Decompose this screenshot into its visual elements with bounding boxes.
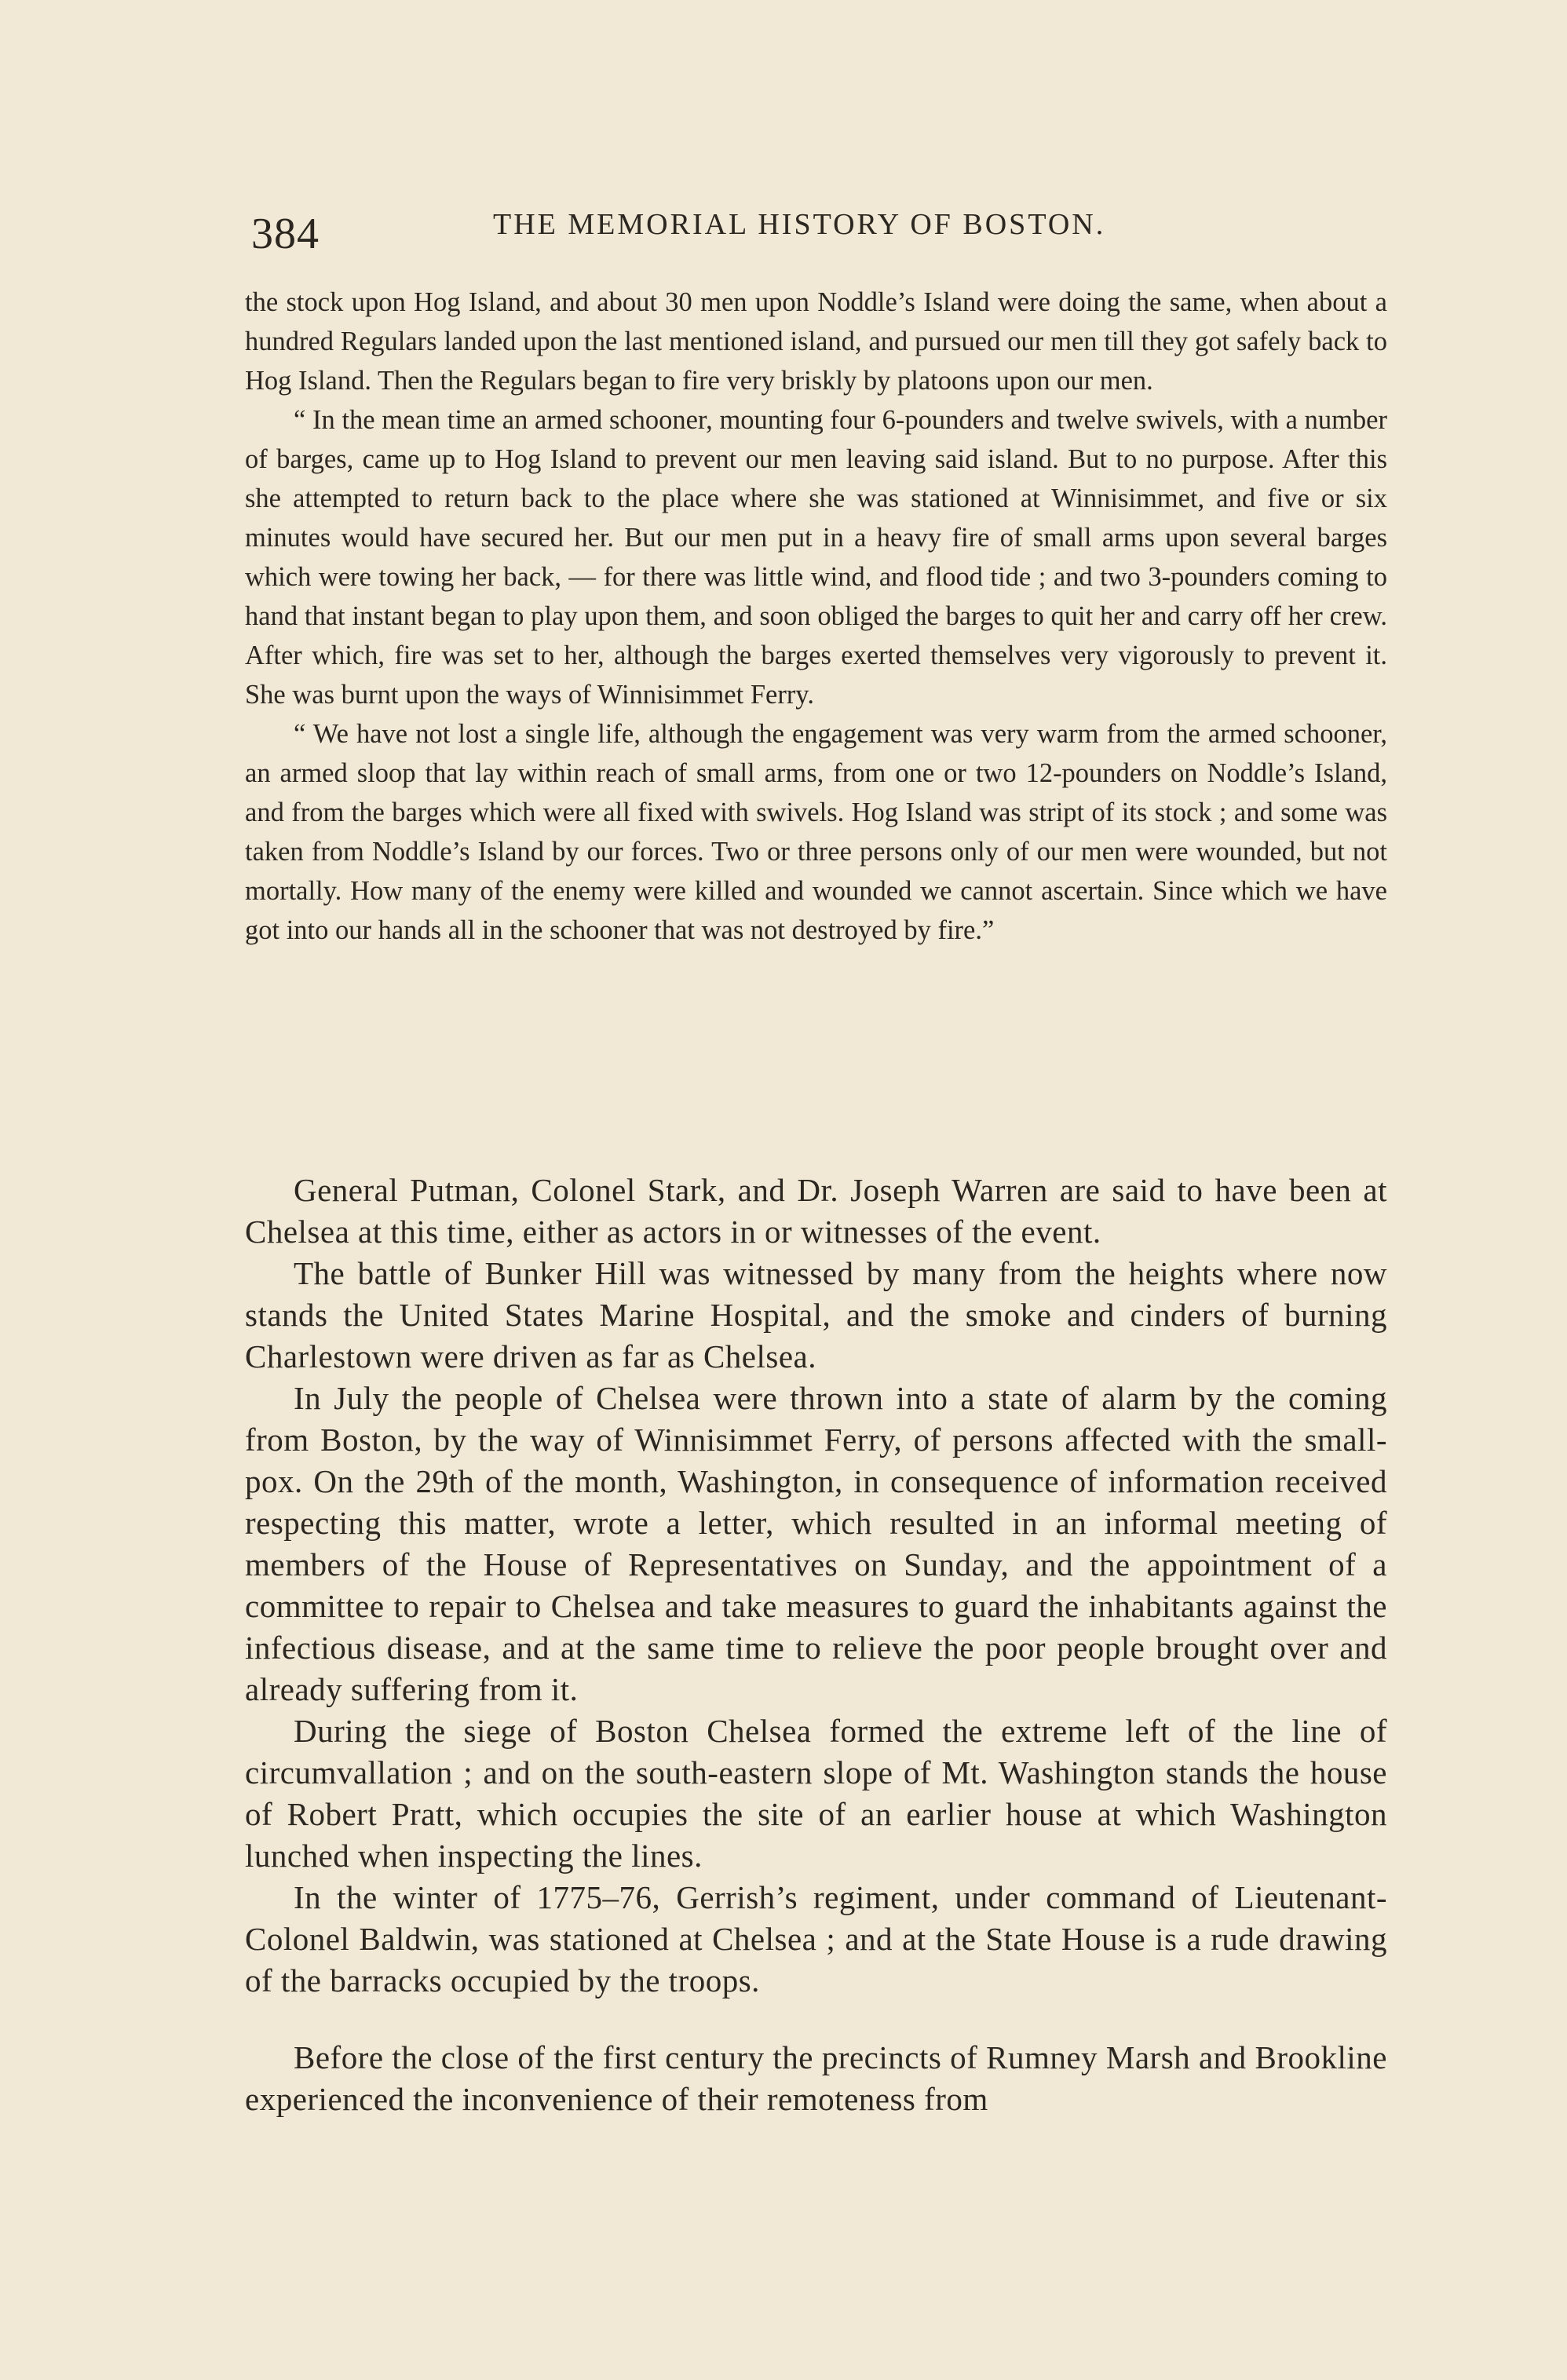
quote-paragraph: “ In the mean time an armed schooner, mounting four 6-pounders and twelve swivels, with a number of barges, came up to Hog Island to prevent our men leaving said island. But to no purpose. After this she attempted to return back to the place where she was stationed at Winnisimmet, and five or six minutes would have secured her. But our men put in a heavy fire of small arms upon several barges which were towing her back, — for there was little wind, and flood tide ; and two 3-pounders coming to hand that instant began to play upon them, and soon obliged the barges to quit her and carry off her crew. After which, fire was set to her, although the barges exerted themselves very vigorously to prevent it. She was burnt upon the ways of Winnisimmet Ferry.: [245, 405, 1387, 710]
body-paragraph: During the siege of Boston Chelsea formed the extreme left of the line of circumvallation ; and on the south-eastern slope of Mt. Washington stands the house of Robert Pratt, which occupies the site of an earlier house at which Washington lunched when inspecting the lines.: [245, 1713, 1387, 1874]
body-paragraph: In July the people of Chelsea were thrown into a state of alarm by the coming from Boston, by the way of Winnisimmet Ferry, of persons affected with the small-pox. On the 29th of the month, Washington, in consequence of information received respecting this matter, wrote a letter, which resulted in an informal meeting of members of the House of Representatives on Sunday, and the appointment of a committee to repair to Chelsea and take measures to guard the inhabitants against the infectious disease, and at the same time to relieve the poor people brought over and already suffering from it.: [245, 1380, 1387, 1707]
quoted-letter: [245, 283, 1387, 950]
body-paragraph: Before the close of the first century the precincts of Rumney Marsh and Brookline experienced the inconvenience of their remoteness from: [245, 2039, 1387, 2117]
body-paragraph: The battle of Bunker Hill was witnessed by many from the heights where now stands the United States Marine Hospital, and the smoke and cinders of burning Charlestown were driven as far as Chelsea.: [245, 1255, 1387, 1374]
quote-paragraph: “ We have not lost a single life, although the engagement was very warm from the armed schooner, an armed sloop that lay within reach of small arms, from one or two 12-pounders on Noddle’s Island, and from the barges which were all fixed with swivels. Hog Island was stript of its stock ; and some was taken from Noddle’s Island by our forces. Two or three persons only of our men were wounded, but not mortally. How many of the enemy were killed and wounded we cannot ascertain. Since which we have got into our hands all in the schooner that was not destroyed by fire.”: [245, 719, 1387, 945]
running-head: THE MEMORIAL HISTORY OF BOSTON.: [493, 208, 1106, 241]
body-paragraph: General Putman, Colonel Stark, and Dr. Joseph Warren are said to have been at Chelsea at this time, either as actors in or witnesses of the event.: [245, 1172, 1387, 1250]
page-header: [245, 201, 1387, 264]
page-number: 384: [251, 210, 320, 258]
main-text: [245, 1170, 1387, 2120]
quote-paragraph: the stock upon Hog Island, and about 30 men upon Noddle’s Island were doing the same, when about a hundred Regulars landed upon the last mentioned island, and pursued our men till they got safely back to Hog Island. Then the Regulars began to fire very briskly by platoons upon our men.: [245, 287, 1387, 396]
body-paragraph: In the winter of 1775–76, Gerrish’s regiment, under command of Lieutenant-Colonel Baldwin, was stationed at Chelsea ; and at the State House is a rude drawing of the barracks occupied by the troops.: [245, 1879, 1387, 1999]
